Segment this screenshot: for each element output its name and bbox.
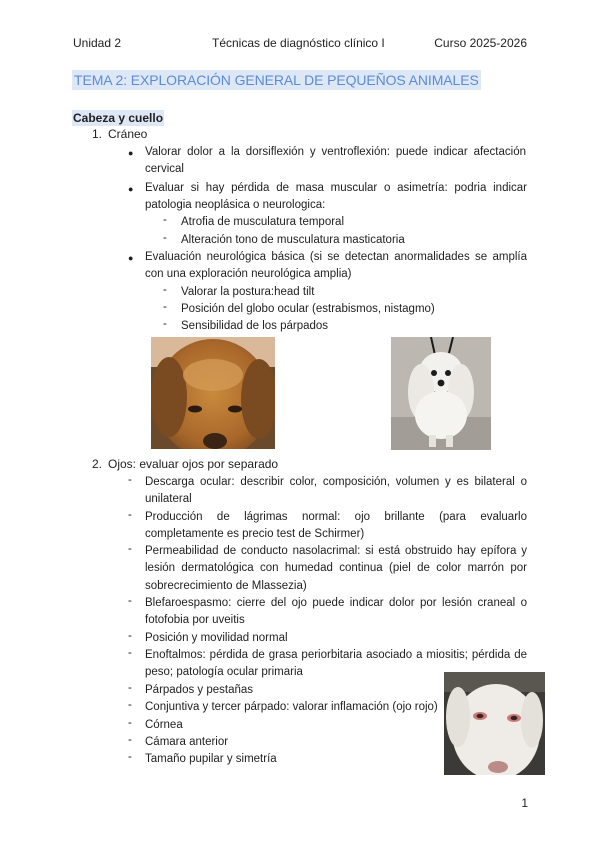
list-number-eyes: 2. [92,457,103,471]
dash-icon: - [128,647,132,659]
dash-icon: - [128,543,132,555]
bullet-icon: ● [128,148,134,158]
dash-icon: - [128,630,132,642]
eyes-item-4: Blefaroespasmo: cierre del ojo puede indicar dolor por lesión craneal o fotofobia por uveitis [145,597,527,627]
white-dog-eye-photo [444,672,545,775]
eyes-item-8: Conjuntiva y tercer párpado: valorar inflamación (ojo rojo) [145,701,438,713]
document-title: TEMA 2: EXPLORACIÓN GENERAL DE PEQUEÑOS ANIMALES [74,72,479,88]
skull-bullet-1: Valorar dolor a la dorsiflexión y ventroflexión: puede indicar afectación cervical [145,146,526,176]
section-heading: Cabeza y cuello [73,111,164,125]
skull-sub-b-1: Valorar la postura:head tilt [181,286,315,298]
dash-icon: - [128,734,132,746]
list-number-skull: 1. [92,127,103,141]
eyes-item-9: Córnea [145,719,183,731]
eyes-item-11: Tamaño pupilar y simetría [145,753,277,765]
dash-icon: - [128,595,132,607]
eyes-heading: Ojos: evaluar ojos por separado [108,457,279,471]
maltese-dog-photo [391,337,491,450]
skull-sub-a-1: Atrofia de musculatura temporal [181,216,344,228]
dash-icon: - [128,474,132,486]
dash-icon: - [163,284,167,296]
dash-icon: - [163,318,167,330]
dash-icon: - [163,214,167,226]
bullet-icon: ● [128,253,134,263]
golden-dog-photo [151,337,275,449]
skull-sub-a-2: Alteración tono de musculatura masticatoria [181,234,405,246]
bullet-icon: ● [128,184,134,194]
eyes-item-6: Enoftalmos: pérdida de grasa periorbitaria asociado a miositis; pérdida de peso; patología ocular primaria [145,649,527,679]
eyes-item-10: Cámara anterior [145,736,229,748]
eyes-item-2: Producción de lágrimas normal: ojo brillante (para evaluarlo completamente es precio test de Schirmer) [145,511,527,541]
skull-bullet-3: Evaluación neurológica básica (si se detectan anormalidades se amplía con una exploración neurológica amplia) [145,251,527,281]
eyes-item-1: Descarga ocular: describir color, composición, volumen y es bilateral o unilateral [145,476,527,506]
skull-heading: Cráneo [108,127,148,141]
dash-icon: - [128,751,132,763]
dash-icon: - [163,301,167,313]
dash-icon: - [128,509,132,521]
skull-bullet-2: Evaluar si hay pérdida de masa muscular o asimetría: podria indicar patologia neoplásica o neurologica: [145,182,527,212]
dash-icon: - [128,699,132,711]
dash-icon: - [128,717,132,729]
page-number: 1 [521,796,528,810]
header-year: Curso 2025-2026 [434,36,527,50]
eyes-item-7: Párpados y pestañas [145,684,254,696]
dash-icon: - [128,682,132,694]
eyes-item-3: Permeabilidad de conducto nasolacrimal: si está obstruido hay epífora y lesión dermatológica con humedad continua (piel de color marrón por sobrecrecimiento de Mlassezia) [145,545,527,592]
skull-sub-b-2: Posición del globo ocular (estrabismos, nistagmo) [181,303,435,315]
header-course-title: Técnicas de diagnóstico clínico I [212,36,385,50]
dash-icon: - [163,232,167,244]
eyes-item-5: Posición y movilidad normal [145,632,288,644]
skull-sub-b-3: Sensibilidad de los párpados [181,320,329,332]
header-unit: Unidad 2 [73,36,122,50]
